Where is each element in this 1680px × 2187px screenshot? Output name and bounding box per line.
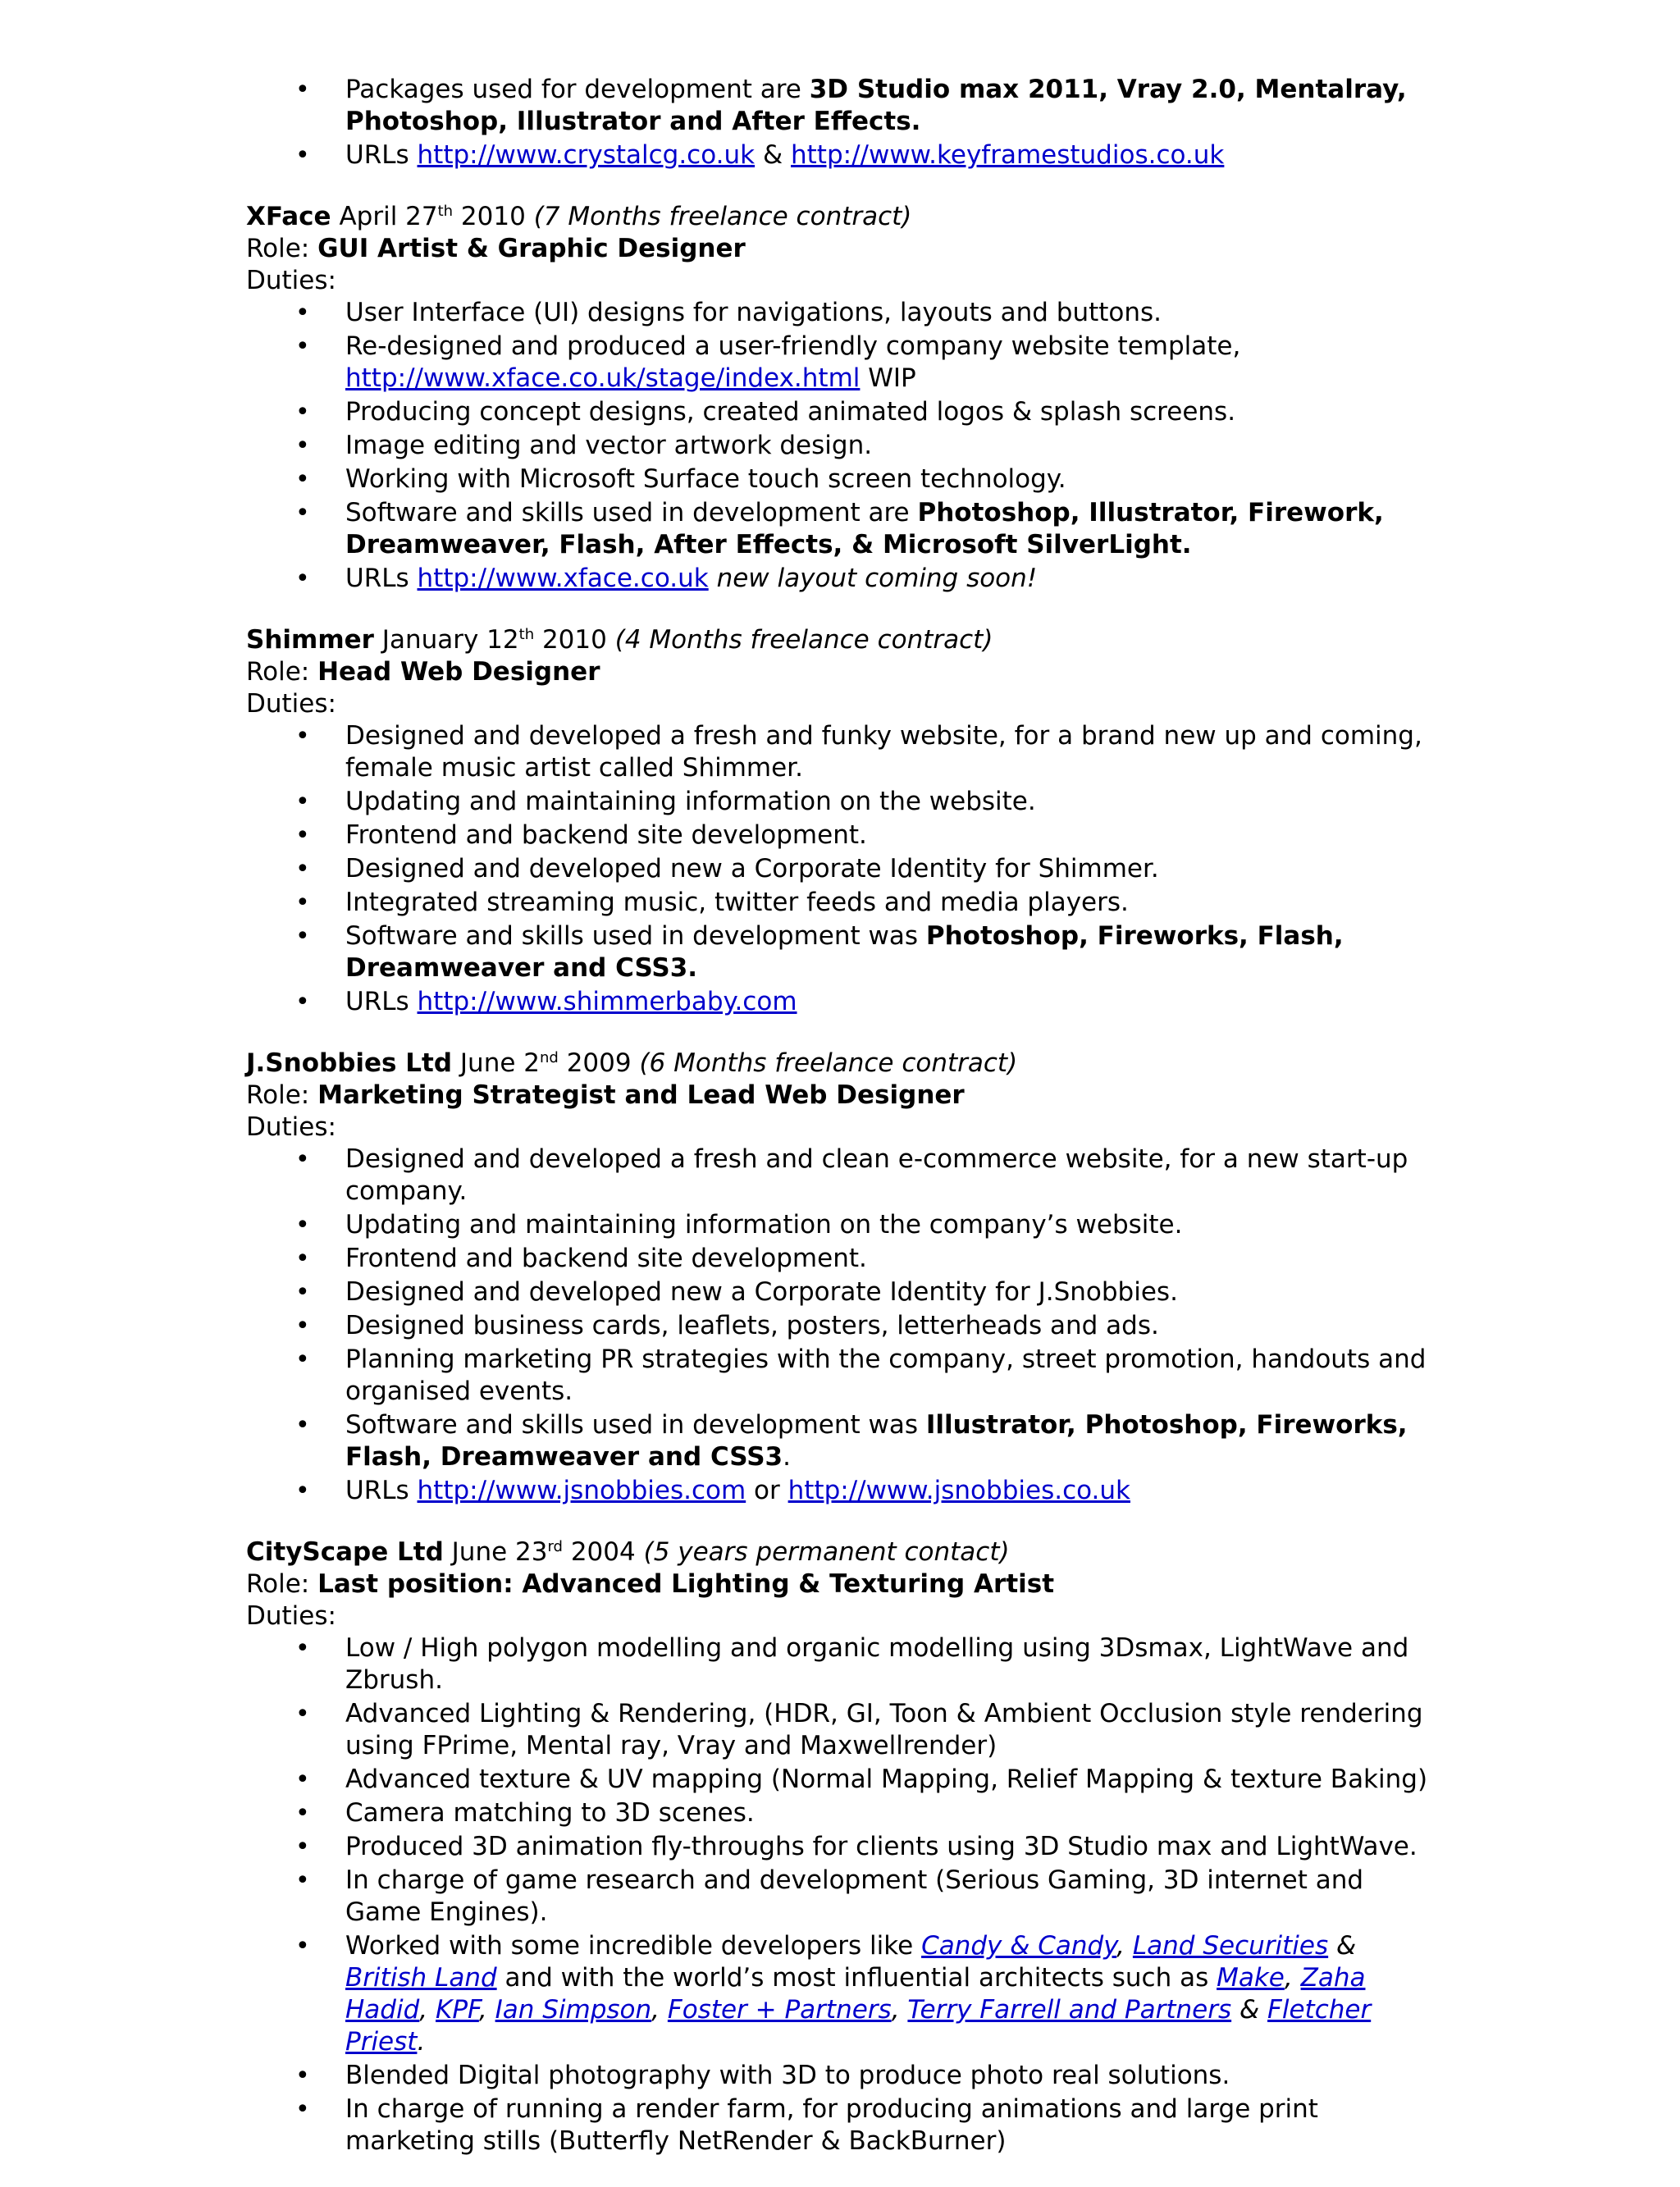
text-run: Software and skills used in development are bbox=[345, 498, 918, 527]
text-run: URLs bbox=[345, 987, 418, 1016]
text-run: , bbox=[478, 1995, 495, 2025]
role-label: Role: bbox=[246, 234, 318, 263]
text-run bbox=[709, 564, 717, 593]
text-run: Blended Digital photography with 3D to produce photo real solutions. bbox=[345, 2061, 1230, 2090]
duties-heading: Duties: bbox=[246, 1601, 336, 1631]
text-run: Low / High polygon modelling and organic modelling using 3Dsmax, LightWave and Zbrush. bbox=[345, 1633, 1409, 1695]
role-label: Role: bbox=[246, 657, 318, 687]
text-run: In charge of running a render farm, for producing animations and large print marketing stills (Butterfly NetRender & BackBurner) bbox=[345, 2094, 1318, 2156]
text-run: User Interface (UI) designs for navigations, layouts and buttons. bbox=[345, 298, 1162, 327]
role-label: Role: bbox=[246, 1080, 318, 1110]
list-item bbox=[246, 1764, 1444, 1796]
text-run: 3D Studio max 2011, Vray 2.0, Mentalray, Photoshop, Illustrator and After Effects. bbox=[345, 75, 1407, 136]
list-item bbox=[246, 297, 1444, 329]
web-link[interactable]: Fletcher Priest bbox=[345, 1995, 1372, 2057]
text-run: , bbox=[1116, 1931, 1133, 1961]
job-cityscape bbox=[246, 1536, 1444, 2157]
text-run: , bbox=[891, 1995, 908, 2025]
web-link[interactable]: http://www.xface.co.uk bbox=[417, 564, 709, 593]
list-item bbox=[246, 2060, 1444, 2092]
text-run: Designed business cards, leaflets, posters, letterheads and ads. bbox=[345, 1311, 1159, 1340]
web-link[interactable]: Terry Farrell and Partners bbox=[907, 1995, 1232, 2025]
resume-document bbox=[246, 74, 1444, 2187]
text-run: , bbox=[419, 1995, 436, 2025]
role-title: Last position: Advanced Lighting & Texturing Artist bbox=[317, 1569, 1055, 1599]
duties-list bbox=[246, 297, 1444, 595]
web-link[interactable]: British Land bbox=[345, 1963, 497, 1993]
list-item bbox=[246, 820, 1444, 852]
company-name: CityScape Ltd bbox=[246, 1537, 444, 1567]
text-run: Software and skills used in development was bbox=[345, 1410, 926, 1440]
start-date: June 2nd 2009 bbox=[452, 1048, 640, 1078]
list-item bbox=[246, 1632, 1444, 1696]
list-item bbox=[246, 1475, 1444, 1507]
list-item bbox=[246, 887, 1444, 919]
role-line bbox=[246, 1568, 1444, 1600]
list-item bbox=[246, 1865, 1444, 1929]
job-header bbox=[246, 624, 1444, 656]
list-item bbox=[246, 720, 1444, 784]
list-item bbox=[246, 139, 1444, 171]
company-name: Shimmer bbox=[246, 625, 374, 655]
text-run: , bbox=[651, 1995, 668, 2025]
list-item bbox=[246, 463, 1444, 495]
list-item bbox=[246, 331, 1444, 395]
web-link[interactable]: Zaha Hadid bbox=[345, 1963, 1366, 2025]
list-item bbox=[246, 1209, 1444, 1241]
list-item bbox=[246, 1409, 1444, 1473]
job-header bbox=[246, 1048, 1444, 1080]
list-item bbox=[246, 1797, 1444, 1829]
text-run: Frontend and backend site development. bbox=[345, 1244, 867, 1273]
role-line bbox=[246, 656, 1444, 688]
text-run: . bbox=[417, 2027, 426, 2057]
text-run: Photoshop, Illustrator, Firework, Dreamweaver, Flash, After Effects, & Microsoft SilverLight. bbox=[345, 498, 1384, 559]
web-link[interactable]: http://www.keyframestudios.co.uk bbox=[791, 140, 1225, 170]
text-run: Integrated streaming music, twitter feeds and media players. bbox=[345, 888, 1129, 917]
text-run: , bbox=[1284, 1963, 1301, 1993]
list-item bbox=[246, 1243, 1444, 1275]
text-run: Produced 3D animation fly-throughs for clients using 3D Studio max and LightWave. bbox=[345, 1832, 1418, 1861]
company-name: XFace bbox=[246, 202, 331, 231]
list-item bbox=[246, 396, 1444, 428]
text-run: Advanced texture & UV mapping (Normal Mapping, Relief Mapping & texture Baking) bbox=[345, 1765, 1428, 1794]
text-run: Photoshop, Fireworks, Flash, Dreamweaver and CSS3. bbox=[345, 921, 1344, 983]
web-link[interactable]: Make bbox=[1217, 1963, 1285, 1993]
text-run: & bbox=[1328, 1931, 1357, 1961]
list-item bbox=[246, 920, 1444, 984]
job-header bbox=[246, 1536, 1444, 1568]
duties-list bbox=[246, 1632, 1444, 2157]
text-run: or bbox=[746, 1476, 788, 1505]
previous-job-continuation bbox=[246, 74, 1444, 171]
contract-type: (6 Months freelance contract) bbox=[639, 1048, 1018, 1078]
text-run: Designed and developed new a Corporate Identity for J.Snobbies. bbox=[345, 1277, 1178, 1307]
text-run: Updating and maintaining information on the company’s website. bbox=[345, 1210, 1183, 1240]
text-run: URLs bbox=[345, 1476, 418, 1505]
text-run: Updating and maintaining information on the website. bbox=[345, 787, 1036, 816]
job-xface bbox=[246, 201, 1444, 595]
text-run: and with the world’s most influential architects such as bbox=[496, 1963, 1217, 1993]
text-run: & bbox=[1231, 1995, 1268, 2025]
text-run: Frontend and backend site development. bbox=[345, 820, 867, 850]
text-run: Packages used for development are bbox=[345, 75, 810, 104]
list-item bbox=[246, 853, 1444, 885]
text-run: Image editing and vector artwork design. bbox=[345, 431, 873, 460]
job-jsnobbies bbox=[246, 1048, 1444, 1507]
web-link[interactable]: Land Securities bbox=[1132, 1931, 1329, 1961]
text-run: Designed and developed a fresh and clean e-commerce website, for a new start-up company. bbox=[345, 1144, 1408, 1206]
web-link[interactable]: http://www.jsnobbies.com bbox=[417, 1476, 746, 1505]
list-item bbox=[246, 1310, 1444, 1342]
company-name: J.Snobbies Ltd bbox=[246, 1048, 453, 1078]
contract-type: (4 Months freelance contract) bbox=[614, 625, 993, 655]
text-run: Software and skills used in development was bbox=[345, 921, 926, 951]
role-title: Head Web Designer bbox=[317, 657, 600, 687]
web-link[interactable]: Ian Simpson bbox=[495, 1995, 652, 2025]
list-item bbox=[246, 1276, 1444, 1308]
job-shimmer bbox=[246, 624, 1444, 1018]
text-run: & bbox=[755, 140, 791, 170]
list-item bbox=[246, 563, 1444, 595]
duties-list bbox=[246, 1144, 1444, 1507]
web-link[interactable]: Foster + Partners bbox=[667, 1995, 892, 2025]
list-item bbox=[246, 1144, 1444, 1208]
list-item bbox=[246, 430, 1444, 462]
web-link[interactable]: http://www.crystalcg.co.uk bbox=[417, 140, 756, 170]
text-run: Planning marketing PR strategies with the company, street promotion, handouts and organised events. bbox=[345, 1345, 1427, 1406]
text-run: new layout coming soon! bbox=[716, 564, 1038, 593]
list-item bbox=[246, 786, 1444, 818]
list-item bbox=[246, 1698, 1444, 1762]
role-title: GUI Artist & Graphic Designer bbox=[317, 234, 746, 263]
text-run: Camera matching to 3D scenes. bbox=[345, 1798, 755, 1828]
text-run: Designed and developed new a Corporate Identity for Shimmer. bbox=[345, 854, 1159, 883]
duties-list bbox=[246, 720, 1444, 1018]
text-run: Designed and developed a fresh and funky website, for a brand new up and coming, female music artist called Shimmer. bbox=[345, 721, 1422, 783]
top-bullet-list bbox=[246, 74, 1444, 171]
text-run: In charge of game research and development (Serious Gaming, 3D internet and Game Engines). bbox=[345, 1865, 1364, 1927]
text-run: WIP bbox=[860, 363, 916, 393]
text-run: Re-designed and produced a user-friendly company website template, bbox=[345, 331, 1241, 361]
start-date: January 12th 2010 bbox=[373, 625, 615, 655]
contract-type: (5 years permanent contact) bbox=[643, 1537, 1010, 1567]
text-run: Advanced Lighting & Rendering, (HDR, GI, Toon & Ambient Occlusion style rendering using FPrime, Mental ray, Vray and Maxwellrender) bbox=[345, 1699, 1423, 1760]
start-date: April 27th 2010 bbox=[331, 202, 534, 231]
duties-heading: Duties: bbox=[246, 689, 336, 719]
duties-heading: Duties: bbox=[246, 1112, 336, 1142]
text-run: . bbox=[783, 1442, 791, 1472]
start-date: June 23rd 2004 bbox=[443, 1537, 644, 1567]
role-line bbox=[246, 1080, 1444, 1112]
text-run: Illustrator, Photoshop, Fireworks, Flash, Dreamweaver and CSS3 bbox=[345, 1410, 1408, 1472]
text-run: URLs bbox=[345, 140, 418, 170]
text-run: Producing concept designs, created animated logos & splash screens. bbox=[345, 397, 1236, 427]
web-link[interactable]: KPF bbox=[436, 1995, 479, 2025]
text-run: URLs bbox=[345, 564, 418, 593]
duties-heading: Duties: bbox=[246, 266, 336, 295]
role-title: Marketing Strategist and Lead Web Designer bbox=[317, 1080, 965, 1110]
contract-type: (7 Months freelance contract) bbox=[533, 202, 912, 231]
list-item bbox=[246, 1344, 1444, 1408]
web-link[interactable]: http://www.shimmerbaby.com bbox=[417, 987, 797, 1016]
web-link[interactable]: http://www.xface.co.uk/stage/index.html bbox=[345, 363, 861, 393]
role-label: Role: bbox=[246, 1569, 318, 1599]
list-item bbox=[246, 497, 1444, 561]
text-run: Worked with some incredible developers like bbox=[345, 1931, 922, 1961]
role-line bbox=[246, 233, 1444, 265]
web-link[interactable]: Candy & Candy bbox=[921, 1931, 1117, 1961]
list-item bbox=[246, 1831, 1444, 1863]
text-run: Working with Microsoft Surface touch screen technology. bbox=[345, 464, 1066, 494]
list-item bbox=[246, 2093, 1444, 2157]
web-link[interactable]: http://www.jsnobbies.co.uk bbox=[788, 1476, 1130, 1505]
list-item bbox=[246, 986, 1444, 1018]
job-header bbox=[246, 201, 1444, 233]
list-item bbox=[246, 74, 1444, 138]
list-item bbox=[246, 1930, 1444, 2058]
